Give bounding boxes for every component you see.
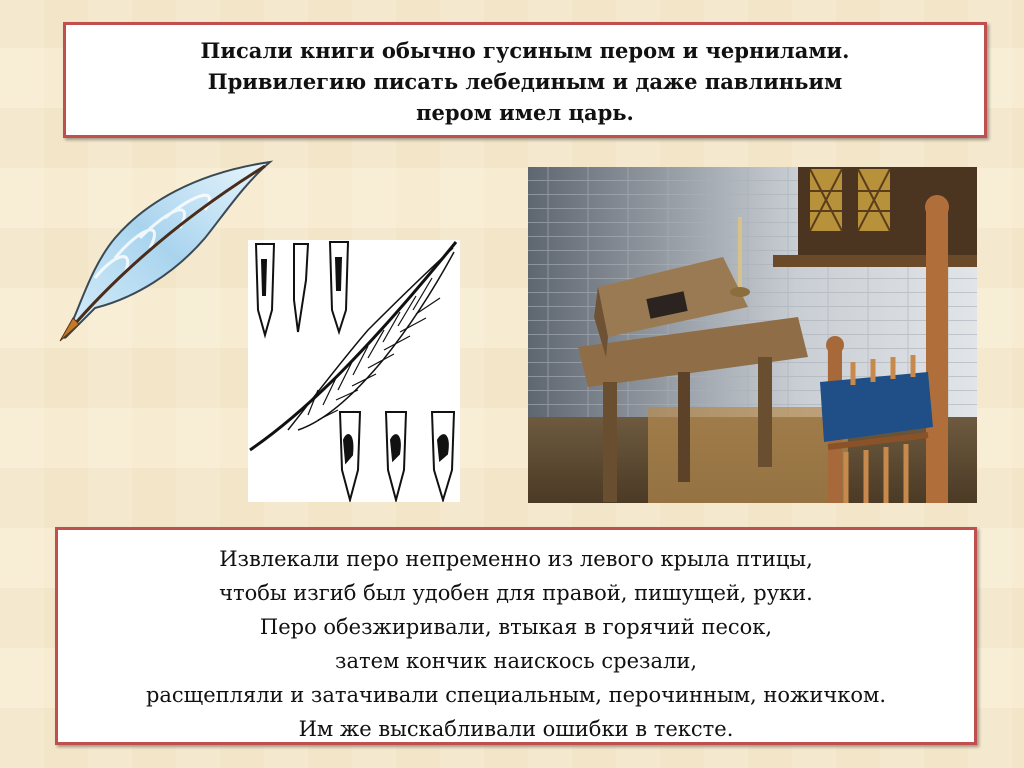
header-line-2: Привилегию писать лебединым и даже павлиньим: [207, 69, 843, 94]
body-line-5: расщепляли и затачивали специальным, перочинным, ножичком.: [145, 683, 887, 707]
header-line-1: Писали книги обычно гусиным пером и чернилами.: [200, 38, 850, 63]
header-line-3: пером имел царь.: [416, 100, 634, 125]
body-text-box: [55, 527, 977, 745]
writing-desk-photo: [528, 167, 977, 503]
header-text-box: [63, 22, 987, 138]
pen-nibs-illustration: [248, 240, 460, 502]
quill-feather-image: [55, 158, 275, 343]
body-line-6: Им же выскабливали ошибки в тексте.: [298, 717, 734, 741]
body-line-3: Перо обезжиривали, втыкая в горячий песок,: [259, 615, 773, 639]
body-line-1: Извлекали перо непременно из левого крыла птицы,: [219, 547, 813, 571]
body-line-4: затем кончик наискось срезали,: [334, 649, 697, 673]
body-line-2: чтобы изгиб был удобен для правой, пишущей, руки.: [219, 581, 813, 605]
